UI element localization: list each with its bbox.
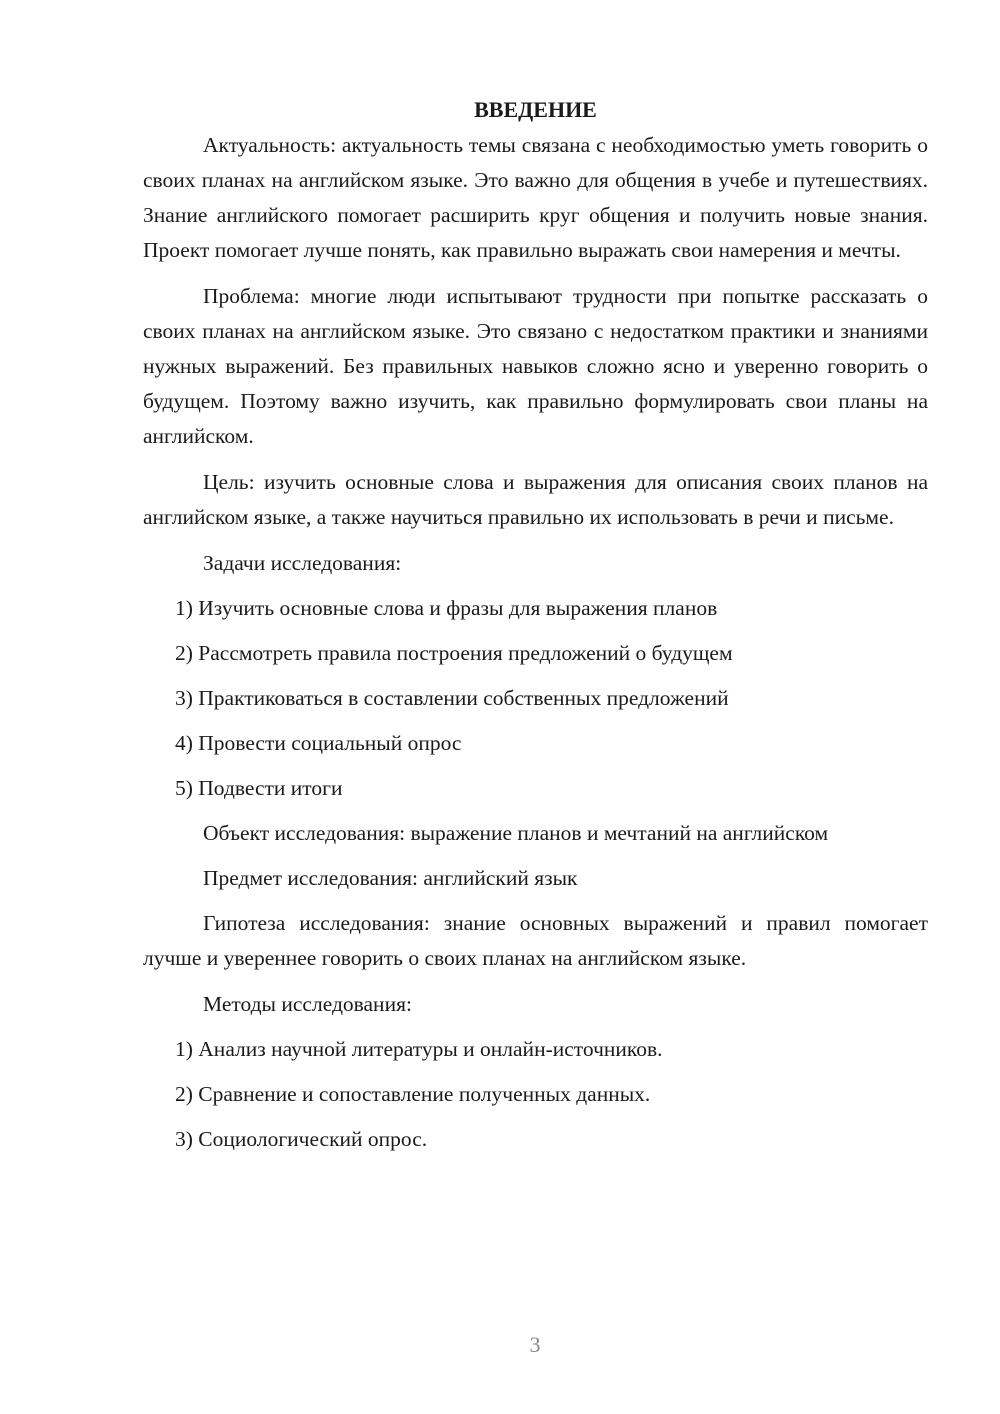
tasks-heading: Задачи исследования: <box>203 551 402 575</box>
document-page <box>143 92 928 1167</box>
task-item: 1) Изучить основные слова и фразы для выражения планов <box>175 596 718 620</box>
hypothesis-paragraph: Гипотеза исследования: знание основных выражений и правил помогает лучше и увереннее говорить о своих планах на английском языке. <box>143 911 928 970</box>
section-title: ВВЕДЕНИЕ <box>474 97 597 122</box>
task-item: 5) Подвести итоги <box>175 776 343 800</box>
page-number: 3 <box>529 1332 541 1357</box>
research-subject: Предмет исследования: английский язык <box>203 866 578 890</box>
method-item: 3) Социологический опрос. <box>175 1127 428 1151</box>
method-item: 1) Анализ научной литературы и онлайн-источников. <box>175 1037 663 1061</box>
task-item: 3) Практиковаться в составлении собственных предложений <box>175 686 729 710</box>
task-item: 2) Рассмотреть правила построения предложений о будущем <box>175 641 733 665</box>
research-object: Объект исследования: выражение планов и мечтаний на английском <box>203 821 829 845</box>
relevance-paragraph: Актуальность: актуальность темы связана с необходимостью уметь говорить о своих планах на английском языке. Это важно для общения в учебе и путешествиях. Знание английского помогает расширить круг общения и получить новые знания. Проект помогает лучше понять, как правильно выражать свои намерения и мечты. <box>143 133 928 262</box>
methods-heading: Методы исследования: <box>203 992 412 1016</box>
problem-paragraph: Проблема: многие люди испытывают трудности при попытке рассказать о своих планах на английском языке. Это связано с недостатком практики и знаниями нужных выражений. Без правильных навыков сложно ясно и уверенно говорить о будущем. Поэтому важно изучить, как правильно формулировать свои планы на английском. <box>143 284 928 448</box>
task-item: 4) Провести социальный опрос <box>175 731 462 755</box>
method-item: 2) Сравнение и сопоставление полученных данных. <box>175 1082 651 1106</box>
goal-paragraph: Цель: изучить основные слова и выражения для описания своих планов на английском языке, а также научиться правильно их использовать в речи и письме. <box>143 470 928 529</box>
